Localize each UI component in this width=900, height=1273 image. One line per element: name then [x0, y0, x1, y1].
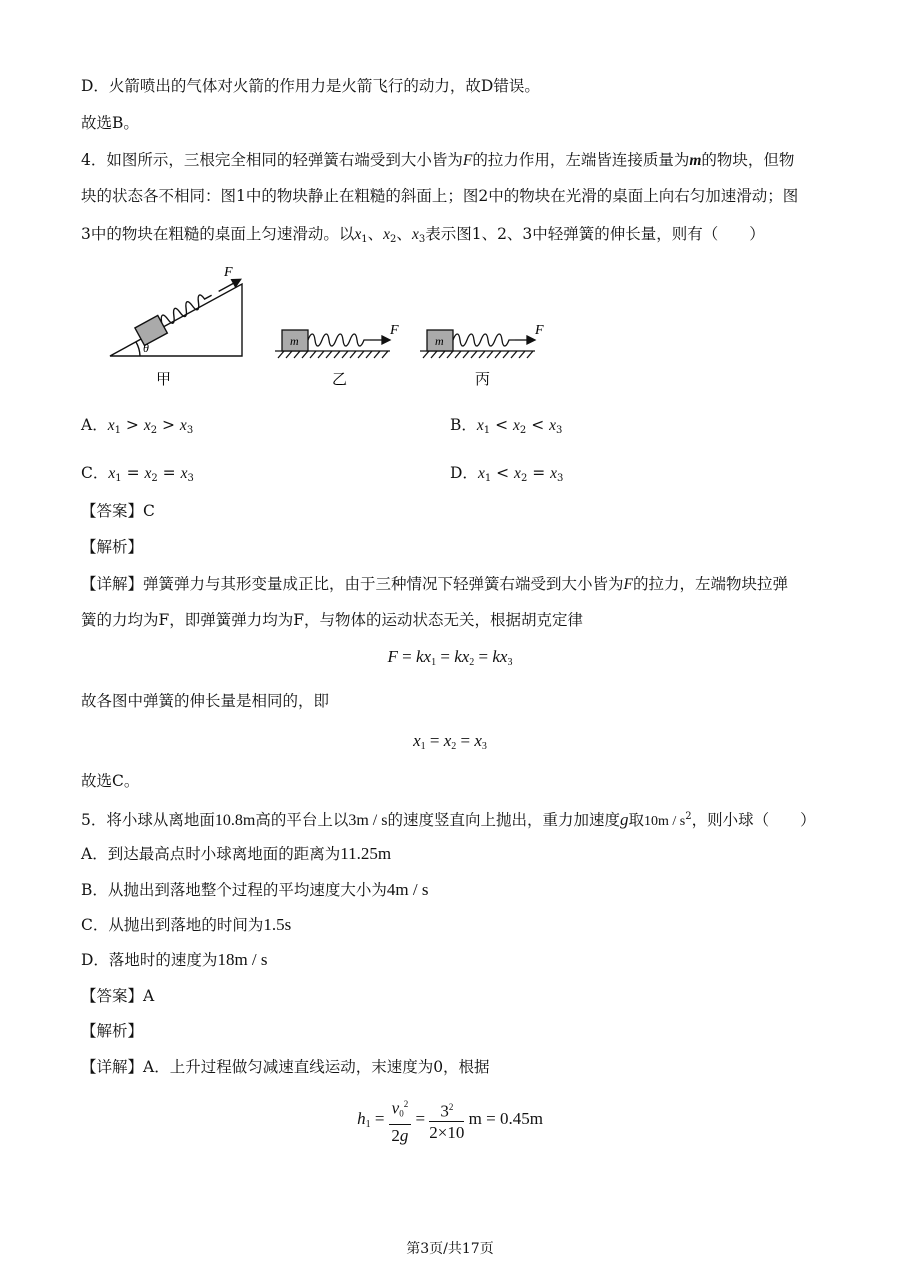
spring-figure [100, 258, 560, 398]
caption-2: 乙 [332, 370, 348, 388]
mass-label: m [290, 334, 299, 348]
question-4-line-2: 块的状态各不相同：图1中的物块静止在粗糙的斜面上；图2中的物块在光滑的桌面上向右匀加速滑动；图 [81, 187, 799, 205]
answer-4: 【答案】C [81, 502, 155, 520]
option-a: A．到达最高点时小球离地面的距离为11.25m [81, 844, 392, 863]
force-label: F [224, 265, 233, 280]
text-line: 故选B。 [81, 114, 139, 132]
detail-4-line-3: 故各图中弹簧的伸长量是相同的，即 [81, 692, 330, 710]
option-b: B．从抛出到落地整个过程的平均速度大小为4m / s [81, 880, 429, 899]
page-footer: 第3页/共17页 [406, 1241, 494, 1257]
answer-5: 【答案】A [81, 987, 155, 1005]
option-b: B．$x_1 < x_2 < x_3$ [450, 416, 563, 436]
equation-equal: $x_1 = x_2 = x_3$ [413, 731, 487, 752]
option-c: C．从抛出到落地的时间为1.5s [81, 915, 292, 934]
text-line: 故选C。 [81, 772, 140, 790]
incline-figure [110, 272, 246, 356]
mass-label: m [435, 334, 444, 348]
question-4-line-3: 3中的物块在粗糙的桌面上匀速滑动。以$x_1$、$x_2$、$x_3$表示图1、2、3中轻弹簧的伸长量，则有（ ） [81, 225, 765, 245]
question-5: 5．将小球从离地面10.8m高的平台上以3m / s的速度竖直向上抛出，重力加速度g取$10m / s^2$，则小球（ ） [81, 810, 816, 830]
force-label: F [390, 323, 399, 338]
option-d: D．$x_1 < x_2 = x_3$ [450, 464, 564, 484]
detail-4-line-1: 【详解】弹簧弹力与其形变量成正比，由于三种情况下轻弹簧右端受到大小皆为F的拉力，左端物块拉弹 [81, 575, 788, 593]
caption-1: 甲 [156, 370, 172, 388]
caption-3: 丙 [475, 370, 491, 388]
force-label: F [535, 323, 544, 338]
equation-hooke: $F = kx_1 = kx_2 = kx_3$ [387, 647, 513, 668]
option-d: D．落地时的速度为18m / s [81, 950, 268, 969]
question-4-line-1: 4．如图所示，三根完全相同的轻弹簧右端受到大小皆为F的拉力作用，左端皆连接质量为m的物块，但物 [81, 151, 795, 169]
equation-height: $h_1$ = $\frac{v_0^2}{2g}$ = $\frac{3^2}{2\times 10}$ m = 0.45m [0, 1094, 900, 1147]
option-c: C．$x_1 = x_2 = x_3$ [81, 464, 194, 484]
text-line: D．火箭喷出的气体对火箭的作用力是火箭飞行的动力，故D错误。 [81, 77, 540, 95]
analysis-heading: 【解析】 [81, 538, 144, 556]
detail-5-line-1: 【详解】A．上升过程做匀减速直线运动，末速度为0，根据 [81, 1058, 490, 1076]
angle-label: θ [143, 341, 149, 355]
detail-4-line-2: 簧的力均为F，即弹簧弹力均为F，与物体的运动状态无关，根据胡克定律 [81, 611, 584, 629]
analysis-heading: 【解析】 [81, 1022, 144, 1040]
option-a: A．$x_1 > x_2 > x_3$ [81, 416, 194, 436]
